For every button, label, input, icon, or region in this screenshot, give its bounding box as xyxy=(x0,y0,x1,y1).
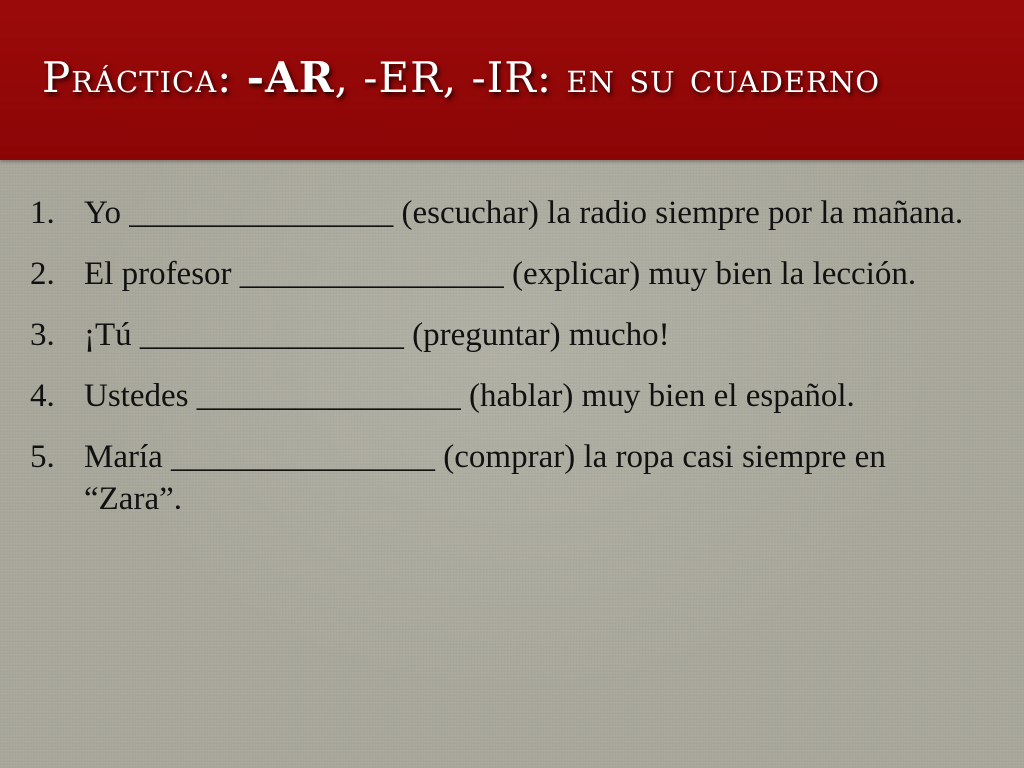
exercise-list xyxy=(30,192,990,539)
exercise-text: María ________________ (comprar) la ropa casi siempre en “Zara”. xyxy=(84,439,886,517)
exercise-number: 5. xyxy=(30,439,55,475)
slide-title xyxy=(42,48,880,108)
exercise-number: 3. xyxy=(30,317,55,353)
exercise-text: Yo ________________ (escuchar) la radio siempre por la mañana. xyxy=(84,195,964,231)
exercise-number: 2. xyxy=(30,256,55,292)
exercise-number: 1. xyxy=(30,195,55,231)
exercise-number: 4. xyxy=(30,378,55,414)
exercise-text: ¡Tú ________________ (preguntar) mucho! xyxy=(84,317,670,353)
exercise-item-1 xyxy=(30,192,990,234)
exercise-text: Ustedes ________________ (hablar) muy bien el español. xyxy=(84,378,855,414)
slide-title-ar: -AR xyxy=(246,53,335,102)
exercise-item-2 xyxy=(30,253,990,295)
exercise-item-5 xyxy=(30,436,990,520)
exercise-item-3 xyxy=(30,314,990,356)
exercise-text: El profesor ________________ (explicar) muy bien la lección. xyxy=(84,256,917,292)
title-band xyxy=(0,0,1024,160)
slide-title-prefix: Práctica: xyxy=(42,53,247,102)
exercise-item-4 xyxy=(30,375,990,417)
slide-title-suffix: , -ER, -IR: en su cuaderno xyxy=(334,53,881,102)
